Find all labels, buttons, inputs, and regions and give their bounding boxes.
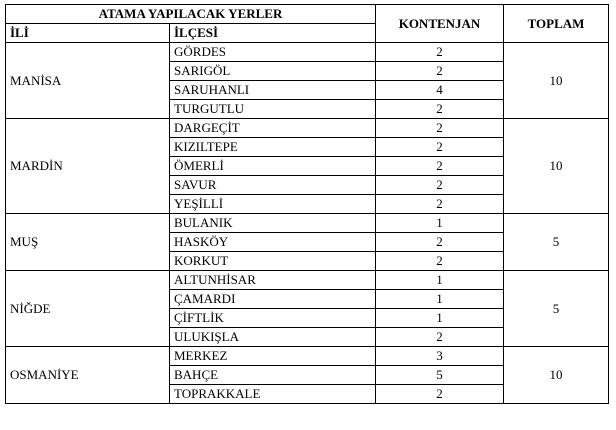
district-quota: 2 [376, 43, 504, 62]
province-total: 5 [504, 271, 609, 347]
district-name: ÖMERLİ [170, 157, 376, 176]
table-row [6, 214, 609, 233]
province-name: MANİSA [6, 43, 170, 119]
district-name: GÖRDES [170, 43, 376, 62]
province-name: MUŞ [6, 214, 170, 271]
header-title: ATAMA YAPILACAK YERLER [6, 5, 376, 24]
district-name: ÇİFTLİK [170, 309, 376, 328]
header-ilce: İLÇESİ [170, 24, 376, 43]
district-name: ALTUNHİSAR [170, 271, 376, 290]
table-body [6, 5, 609, 404]
district-quota: 1 [376, 271, 504, 290]
district-name: DARGEÇİT [170, 119, 376, 138]
header-toplam: TOPLAM [504, 5, 609, 43]
district-quota: 2 [376, 157, 504, 176]
district-quota: 2 [376, 100, 504, 119]
district-quota: 2 [376, 176, 504, 195]
district-name: SARUHANLI [170, 81, 376, 100]
province-total: 10 [504, 43, 609, 119]
atama-table [5, 4, 609, 404]
district-quota: 2 [376, 119, 504, 138]
district-quota: 1 [376, 290, 504, 309]
district-quota: 3 [376, 347, 504, 366]
province-total: 10 [504, 119, 609, 214]
district-name: SAVUR [170, 176, 376, 195]
table-row [6, 271, 609, 290]
district-name: TOPRAKKALE [170, 385, 376, 404]
province-name: MARDİN [6, 119, 170, 214]
district-quota: 2 [376, 138, 504, 157]
district-name: BULANIK [170, 214, 376, 233]
district-name: SARIGÖL [170, 62, 376, 81]
province-total: 10 [504, 347, 609, 404]
table-row [6, 119, 609, 138]
district-quota: 1 [376, 309, 504, 328]
district-name: MERKEZ [170, 347, 376, 366]
district-quota: 2 [376, 385, 504, 404]
district-quota: 2 [376, 62, 504, 81]
district-quota: 1 [376, 214, 504, 233]
district-name: TURGUTLU [170, 100, 376, 119]
district-quota: 2 [376, 233, 504, 252]
province-name: NİĞDE [6, 271, 170, 347]
district-name: ÇAMARDI [170, 290, 376, 309]
district-quota: 5 [376, 366, 504, 385]
district-name: KIZILTEPE [170, 138, 376, 157]
province-total: 5 [504, 214, 609, 271]
district-quota: 4 [376, 81, 504, 100]
district-quota: 2 [376, 195, 504, 214]
district-quota: 2 [376, 252, 504, 271]
table-row [6, 347, 609, 366]
district-quota: 2 [376, 328, 504, 347]
province-name: OSMANİYE [6, 347, 170, 404]
header-row-top [6, 5, 609, 24]
header-kontenjan: KONTENJAN [376, 5, 504, 43]
district-name: HASKÖY [170, 233, 376, 252]
header-il: İLİ [6, 24, 170, 43]
district-name: KORKUT [170, 252, 376, 271]
table-row [6, 43, 609, 62]
district-name: YEŞİLLİ [170, 195, 376, 214]
district-name: BAHÇE [170, 366, 376, 385]
district-name: ULUKIŞLA [170, 328, 376, 347]
